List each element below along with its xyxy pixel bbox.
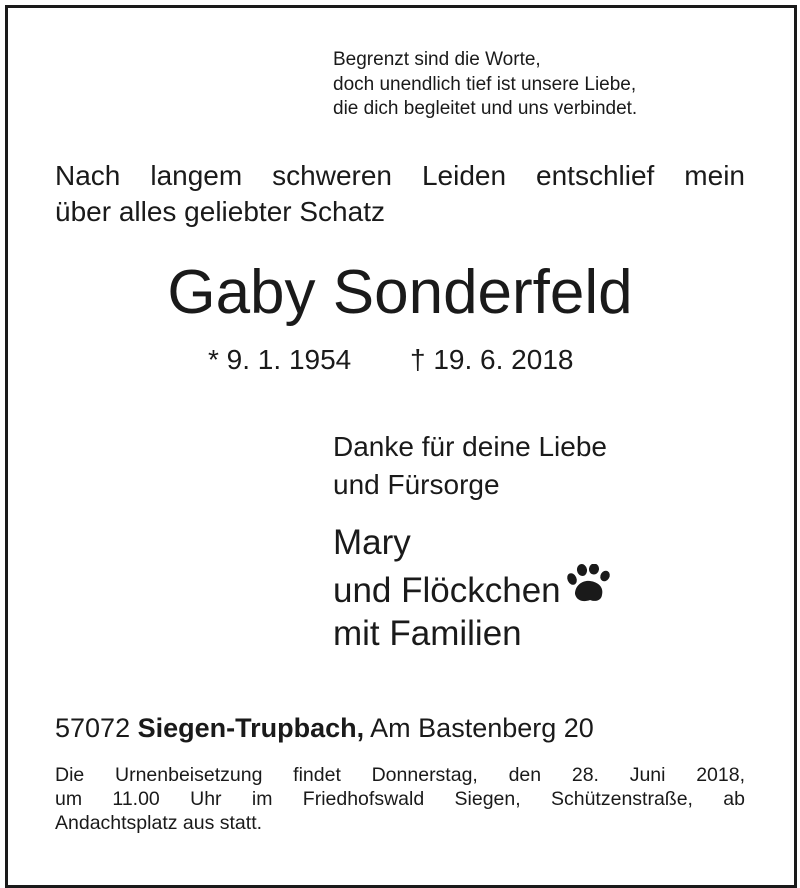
intro-line-2: über alles geliebter Schatz [55,196,385,227]
signer-line-1: Mary [333,523,411,562]
signer-line-3: mit Familien [333,614,522,653]
notice-line-1: Die Urnenbeisetzung findet Donnerstag, den 28. Juni 2018, [55,764,745,786]
death-date: † 19. 6. 2018 [410,344,574,375]
funeral-notice [55,763,745,835]
poem-line-3: die dich begleitet und uns verbindet. [333,98,638,119]
thanks-block [333,428,607,504]
address-zip: 57072 [55,713,131,743]
poem-line-2: doch unendlich tief ist unsere Liebe, [333,73,637,95]
birth-date: * 9. 1. 1954 [208,344,352,375]
notice-line-2: um 11.00 Uhr im Friedhofswald Siegen, Schützenstraße, ab [55,788,745,810]
signers-block [333,521,613,655]
signer-line-2 [333,564,613,612]
poem-block [333,48,637,122]
address-line [55,710,594,746]
paw-print-icon [565,564,613,606]
poem-line-1: Begrenzt sind die Worte, [333,49,541,70]
address-city: Siegen-Trupbach, [137,713,365,743]
signer-line-2-text: und Flöckchen [333,571,561,610]
address-street: Am Bastenberg 20 [370,713,594,743]
intro-line-1: Nach langem schweren Leiden entschlief mein [55,160,745,191]
thanks-line-2: und Fürsorge [333,469,500,500]
thanks-line-1: Danke für deine Liebe [333,431,607,462]
intro-text [55,158,745,230]
deceased-name: Gaby Sonderfeld [167,258,633,327]
notice-line-3: Andachtsplatz aus statt. [55,812,263,834]
